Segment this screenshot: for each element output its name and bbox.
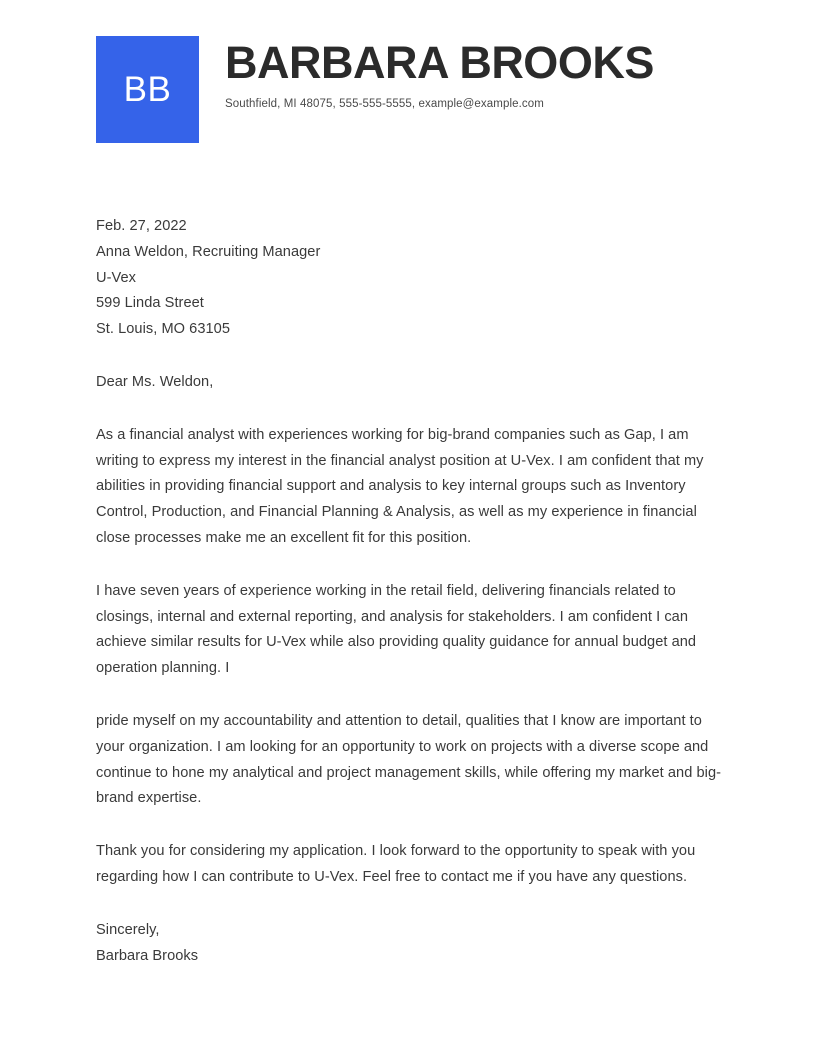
recipient-name-title: Anna Weldon, Recruiting Manager	[96, 243, 321, 260]
body-paragraph-3: pride myself on my accountability and attention to detail, qualities that I know are important to your organization. I am looking for an opportunity to work on projects with a diverse scope and continue to hone my analytical and project management skills, while offering my market and big-brand expertise.	[96, 712, 722, 807]
recipient-city-state-zip: St. Louis, MO 63105	[96, 321, 230, 338]
letter-date: Feb. 27, 2022	[96, 218, 187, 234]
body-paragraph-2: I have seven years of experience working in the retail field, delivering financials related to closings, internal and external reporting, and analysis for stakeholders. I am confident I can achieve similar results for U-Vex while also providing quality guidance for annual budget and operation planning. I	[96, 582, 697, 677]
closing-block	[96, 918, 722, 970]
applicant-name: BARBARA BROOKS	[225, 37, 654, 88]
letter-body	[96, 214, 722, 969]
body-paragraph-4: Thank you for considering my application. I look forward to the opportunity to speak with you regarding how I can contribute to U-Vex. Feel free to contact me if you have any questions.	[96, 843, 696, 885]
recipient-company: U-Vex	[96, 269, 136, 286]
valediction: Sincerely,	[96, 921, 160, 938]
recipient-street: 599 Linda Street	[96, 295, 204, 312]
body-paragraph-1: As a financial analyst with experiences working for big-brand companies such as Gap, I am writing to express my interest in the financial analyst position at U-Vex. I am confident that my abilities in providing financial support and analysis to key internal groups such as Inventory Control, Production, and Financial Planning & Analysis, as well as my experience in financial close processes make me an excellent fit for this position.	[96, 426, 704, 546]
header-text-group	[225, 36, 720, 112]
monogram-logo	[96, 36, 199, 143]
salutation: Dear Ms. Weldon,	[96, 373, 214, 390]
recipient-address-block	[96, 214, 722, 343]
monogram-initials: BB	[123, 70, 172, 109]
contact-info-line: Southfield, MI 48075, 555-555-5555, example@example.com	[225, 98, 544, 110]
signature-name: Barbara Brooks	[96, 947, 199, 964]
letter-header	[96, 36, 720, 144]
